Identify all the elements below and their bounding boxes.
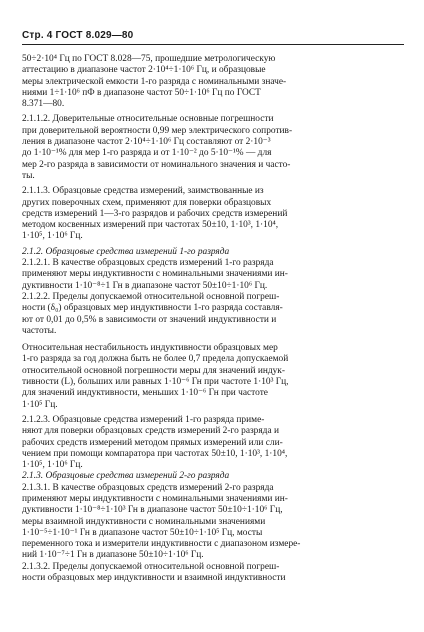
paragraph-2-1-1-2: 2.1.1.2. Доверительные относительные основные погрешности при доверительной вероятности 0,99 мер электрического сопротив- ления в диапазоне частот 2·10⁴÷1·10⁶ Гц составляют от 2·10⁻³ до 1·10⁻¹% для мер 1-го разряда и от 1·10⁻² до 5·10⁻¹% — для мер 2-го разряда в зависимости от номинального значения и часто- ты. <box>22 114 293 181</box>
paragraph-2-1-3-2: 2.1.3.2. Пределы допускаемой относительной основной погреш- ности образцовых мер индуктивности и взаимной индуктивности <box>22 561 286 584</box>
paragraph-2-1-2-2: 2.1.2.2. Пределы допускаемой относительной основной погреш- ности (δ₀) образцовых мер индуктивности 1-го разряда составля- ют от 0,01 до 0,5% в зависимости от значений индуктивности и частоты. <box>22 291 283 336</box>
paragraph-2-1-2-3: 2.1.2.3. Образцовые средства измерений 1-го разряда приме- няют для поверки образцовых средств измерений 2-го разряда и рабочих средств измерений методом прямых измерений или сли- чением при помощи компаратора при частотах 50±10, 1·10³, 1·10⁴, 1·10⁵, 1·10⁶ Гц. <box>22 414 288 471</box>
document-body <box>22 54 404 584</box>
header-rule <box>22 44 404 45</box>
paragraph-2-1-2-1: 2.1.2.1. В качестве образцовых средств измерений 1-го разряда применяют меры индуктивности с номинальными значениями ин- дуктивности 1·10⁻⁸÷1 Гн в диапазоне частот 50±10÷1·10⁶ Гц. <box>22 258 288 291</box>
paragraph-2-1-1-3: 2.1.1.3. Образцовые средства измерений, заимствованные из других поверочных схем, применяют для поверки образцовых средств измерений 1—3-го разрядов и рабочих средств измерений методом косвенных измерений при частотах 50±10, 1·10³, 1·10⁴, 1·10⁵, 1·10⁶ Гц. <box>22 186 288 242</box>
section-heading-2-1-2: 2.1.2. Образцовые средства измерений 1-го разряда <box>22 246 230 257</box>
paragraph-continuation: 50÷2·10⁴ Гц по ГОСТ 8.028—75, прошедшие метрологическую аттестацию в диапазоне частот 2·10⁴÷1·10⁶ Гц, и образцовые меры электрической емкости 1-го разряда с номинальными значе- ниями 1÷1·10⁶ пФ в диапазоне частот 50÷1·10⁶ Гц по ГОСТ 8.371—80. <box>22 54 287 110</box>
paragraph-instability: Относительная нестабильность индуктивности образцовых мер 1-го разряда за год должна быть не более 0,7 предела допускаемой относительной основной погрешности меры для значений индук- тивности (L), больших или равных 1·10⁻⁶ Гн при частоте 1·10³ Гц, для значений индуктивности, меньших 1·10⁻⁶ Гн при частоте 1·10⁵ Гц. <box>22 343 289 410</box>
section-heading-2-1-3: 2.1.3. Образцовые средства измерений 2-го разряда <box>22 471 230 482</box>
page-header: Стр. 4 ГОСТ 8.029—80 <box>22 30 134 41</box>
paragraph-2-1-3-1: 2.1.3.1. В качестве образцовых средств измерений 2-го разряда применяют меры индуктивности с номинальными значениями ин- дуктивности 1·10⁻⁸÷1·10³ Гн в диапазоне частот 50±10÷1·10⁶ Гц, меры взаимной индуктивности с номинальными значениями 1·10⁻⁵÷1·10⁻¹ Гн в диапазоне частот 50±10÷1·10⁵ Гц, мосты переменного тока и измерители индуктивности с диапазоном измере- ний 1·10⁻⁷÷1 Гн в диапазоне 50±10÷1·10⁶ Гц. <box>22 482 301 561</box>
